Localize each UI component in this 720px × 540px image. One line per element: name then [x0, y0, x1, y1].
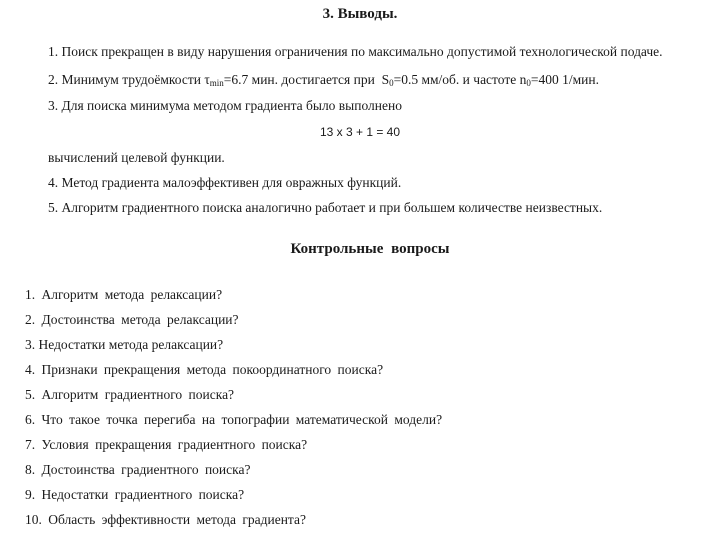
- question-item: 9. Недостатки градиентного поиска?: [25, 487, 245, 502]
- section-title: 3. Выводы.: [322, 6, 398, 22]
- question-item: 8. Достоинства градиентного поиска?: [25, 462, 251, 477]
- questions-title: Контрольные вопросы: [290, 241, 450, 257]
- question-item: 7. Условия прекращения градиентного поиска?: [25, 437, 308, 452]
- question-item: 6. Что такое точка перегиба на топографии математической модели?: [25, 412, 443, 427]
- conclusion-item-2: 2. Минимум трудоёмкости $\tau_{min}=6.7$ мин. достигается при $S_0=0.5$ мм/об. и частоте $n_0=400$ 1/мин.: [48, 72, 599, 88]
- conclusion-item-3-continued: вычислений целевой функции.: [48, 150, 225, 165]
- question-item: 10. Область эффективности метода градиента?: [25, 512, 306, 527]
- conclusion-item-4: 4. Метод градиента малоэффективен для овражных функций.: [48, 175, 402, 190]
- question-item: 4. Признаки прекращения метода покоординатного поиска?: [25, 362, 384, 377]
- conclusion-item-1: 1. Поиск прекращен в виду нарушения ограничения по максимально допустимой технологической подаче.: [48, 44, 663, 59]
- question-item: 2. Достоинства метода релаксации?: [25, 312, 239, 327]
- conclusion-item-3: 3. Для поиска минимума методом градиента было выполнено: [48, 98, 402, 113]
- calculation-formula: 13 x 3 + 1 = 40: [319, 125, 401, 139]
- conclusion-item-5: 5. Алгоритм градиентного поиска аналогично работает и при большем количестве неизвестных.: [48, 200, 603, 215]
- question-item: 5. Алгоритм градиентного поиска?: [25, 387, 235, 402]
- question-item: 3. Недостатки метода релаксации?: [25, 337, 224, 352]
- question-item: 1. Алгоритм метода релаксации?: [25, 287, 223, 302]
